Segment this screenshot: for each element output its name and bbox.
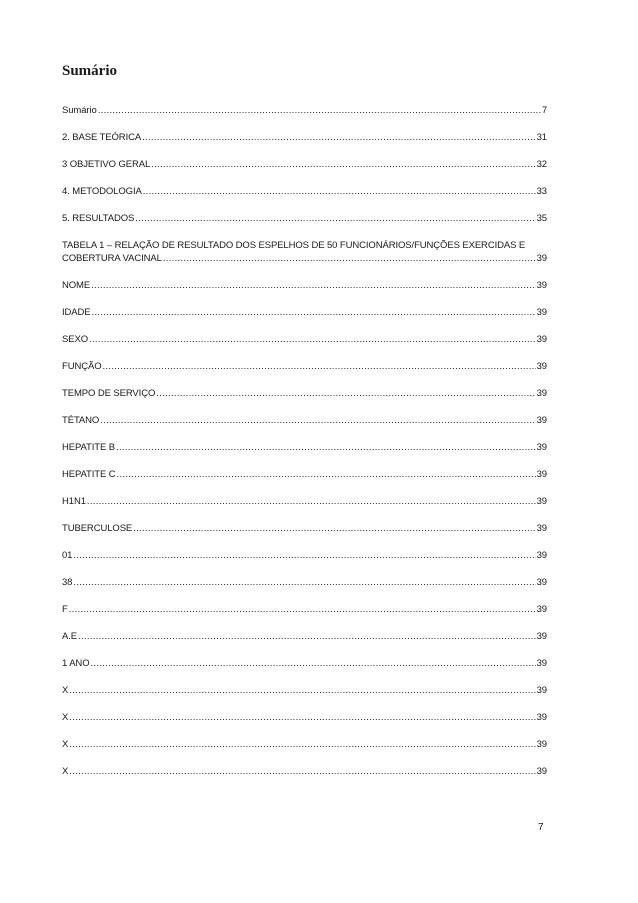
toc-entry-page: 39 (536, 334, 547, 345)
toc-entry[interactable] (62, 131, 547, 144)
toc-leader-dots (135, 212, 535, 225)
toc-entry[interactable] (62, 212, 547, 225)
toc-entry-page: 39 (536, 523, 547, 534)
toc-entry-label: COBERTURA VACINAL (62, 253, 162, 264)
page-number: 7 (538, 822, 544, 833)
toc-leader-dots (142, 131, 536, 144)
toc-entry-page: 39 (536, 604, 547, 615)
toc-leader-dots (69, 684, 535, 697)
toc-entry-label: TEMPO DE SERVIÇO (62, 388, 156, 399)
toc-entry[interactable] (62, 549, 547, 562)
toc-leader-dots (143, 185, 536, 198)
toc-leader-dots (69, 738, 535, 751)
toc-entry-label: 4. METODOLOGIA (62, 186, 142, 197)
toc-entry-page: 39 (536, 712, 547, 723)
toc-entry-label-line1: TABELA 1 – RELAÇÃO DE RESULTADO DOS ESPELHOS DE 50 FUNCIONÁRIOS/FUNÇÕES EXERCIDAS E (62, 240, 526, 251)
toc-entry-page: 39 (536, 766, 547, 777)
toc-leader-dots (117, 468, 536, 481)
toc-entry-label: TUBERCULOSE (62, 523, 133, 534)
toc-entry-label: IDADE (62, 307, 91, 318)
toc-leader-dots (151, 158, 535, 171)
toc-entry-page: 32 (536, 159, 547, 170)
toc-leader-dots (73, 549, 535, 562)
toc-entry[interactable] (62, 684, 547, 697)
toc-leader-dots (92, 306, 536, 319)
toc-leader-dots (78, 630, 536, 643)
toc-entry-label: H1N1 (62, 496, 86, 507)
toc-leader-dots (73, 576, 535, 589)
toc-entry-page: 39 (536, 280, 547, 291)
toc-entry-page: 39 (536, 685, 547, 696)
toc-entry-page: 39 (536, 550, 547, 561)
toc-entry-page: 39 (536, 388, 547, 399)
toc-entry-label: FUNÇÃO (62, 361, 102, 372)
toc-entry-label: 5. RESULTADOS (62, 213, 135, 224)
toc-entry-page: 39 (536, 253, 547, 264)
toc-entry-label: A.E (62, 631, 78, 642)
toc-entry-label: 3 OBJETIVO GERAL (62, 159, 151, 170)
toc-entry[interactable] (62, 468, 547, 481)
toc-entry-label: Sumário (62, 105, 97, 116)
toc-entry-page: 39 (536, 577, 547, 588)
toc-entry-page: 39 (536, 307, 547, 318)
page-title: Sumário (62, 63, 118, 79)
toc-leader-dots (87, 495, 536, 508)
toc-entry-page: 39 (536, 442, 547, 453)
toc-entry-label: X (62, 712, 69, 723)
toc-entry-label: X (62, 739, 69, 750)
toc-entry[interactable] (62, 576, 547, 589)
toc-entry-page: 39 (536, 631, 547, 642)
toc-entry-page: 39 (536, 415, 547, 426)
toc-entry[interactable] (62, 279, 547, 292)
toc-leader-dots (163, 252, 536, 265)
table-of-contents (62, 104, 547, 792)
toc-entry-label: 38 (62, 577, 73, 588)
toc-entry[interactable] (62, 360, 547, 373)
toc-entry-label: F (62, 604, 68, 615)
toc-entry[interactable] (62, 441, 547, 454)
toc-entry[interactable] (62, 414, 547, 427)
toc-entry-label: NOME (62, 280, 91, 291)
toc-leader-dots (156, 387, 535, 400)
toc-leader-dots (89, 333, 536, 346)
toc-entry[interactable] (62, 522, 547, 535)
toc-entry[interactable] (62, 239, 547, 265)
toc-entry[interactable] (62, 765, 547, 778)
toc-entry-page: 39 (536, 739, 547, 750)
toc-leader-dots (91, 279, 536, 292)
toc-entry-page: 31 (536, 132, 547, 143)
toc-entry-label: TÉTANO (62, 415, 100, 426)
toc-entry[interactable] (62, 185, 547, 198)
toc-entry[interactable] (62, 711, 547, 724)
toc-entry[interactable] (62, 657, 547, 670)
toc-entry-label: HEPATITE B (62, 442, 116, 453)
toc-entry-page: 39 (536, 469, 547, 480)
toc-entry-label: X (62, 766, 69, 777)
toc-entry-page: 35 (536, 213, 547, 224)
toc-entry[interactable] (62, 630, 547, 643)
toc-entry-label: HEPATITE C (62, 469, 116, 480)
toc-leader-dots (69, 711, 535, 724)
toc-entry[interactable] (62, 738, 547, 751)
toc-leader-dots (100, 414, 535, 427)
toc-entry[interactable] (62, 104, 547, 117)
toc-leader-dots (116, 441, 536, 454)
toc-entry[interactable] (62, 603, 547, 616)
toc-leader-dots (69, 603, 536, 616)
toc-entry[interactable] (62, 333, 547, 346)
toc-entry-page: 39 (536, 361, 547, 372)
toc-entry-page: 39 (536, 658, 547, 669)
toc-entry-label: SEXO (62, 334, 88, 345)
toc-entry-label: 01 (62, 550, 73, 561)
toc-leader-dots (133, 522, 535, 535)
toc-entry[interactable] (62, 158, 547, 171)
toc-entry-label: X (62, 685, 69, 696)
toc-entry[interactable] (62, 306, 547, 319)
toc-entry-page: 39 (536, 496, 547, 507)
toc-entry[interactable] (62, 387, 547, 400)
toc-entry-page: 7 (541, 105, 547, 116)
toc-leader-dots (91, 657, 536, 670)
toc-entry-label: 1 ANO (62, 658, 90, 669)
toc-entry[interactable] (62, 495, 547, 508)
toc-entry-label: 2. BASE TEÓRICA (62, 132, 142, 143)
toc-leader-dots (69, 765, 535, 778)
toc-leader-dots (98, 104, 541, 117)
toc-entry-page: 33 (536, 186, 547, 197)
toc-leader-dots (103, 360, 536, 373)
